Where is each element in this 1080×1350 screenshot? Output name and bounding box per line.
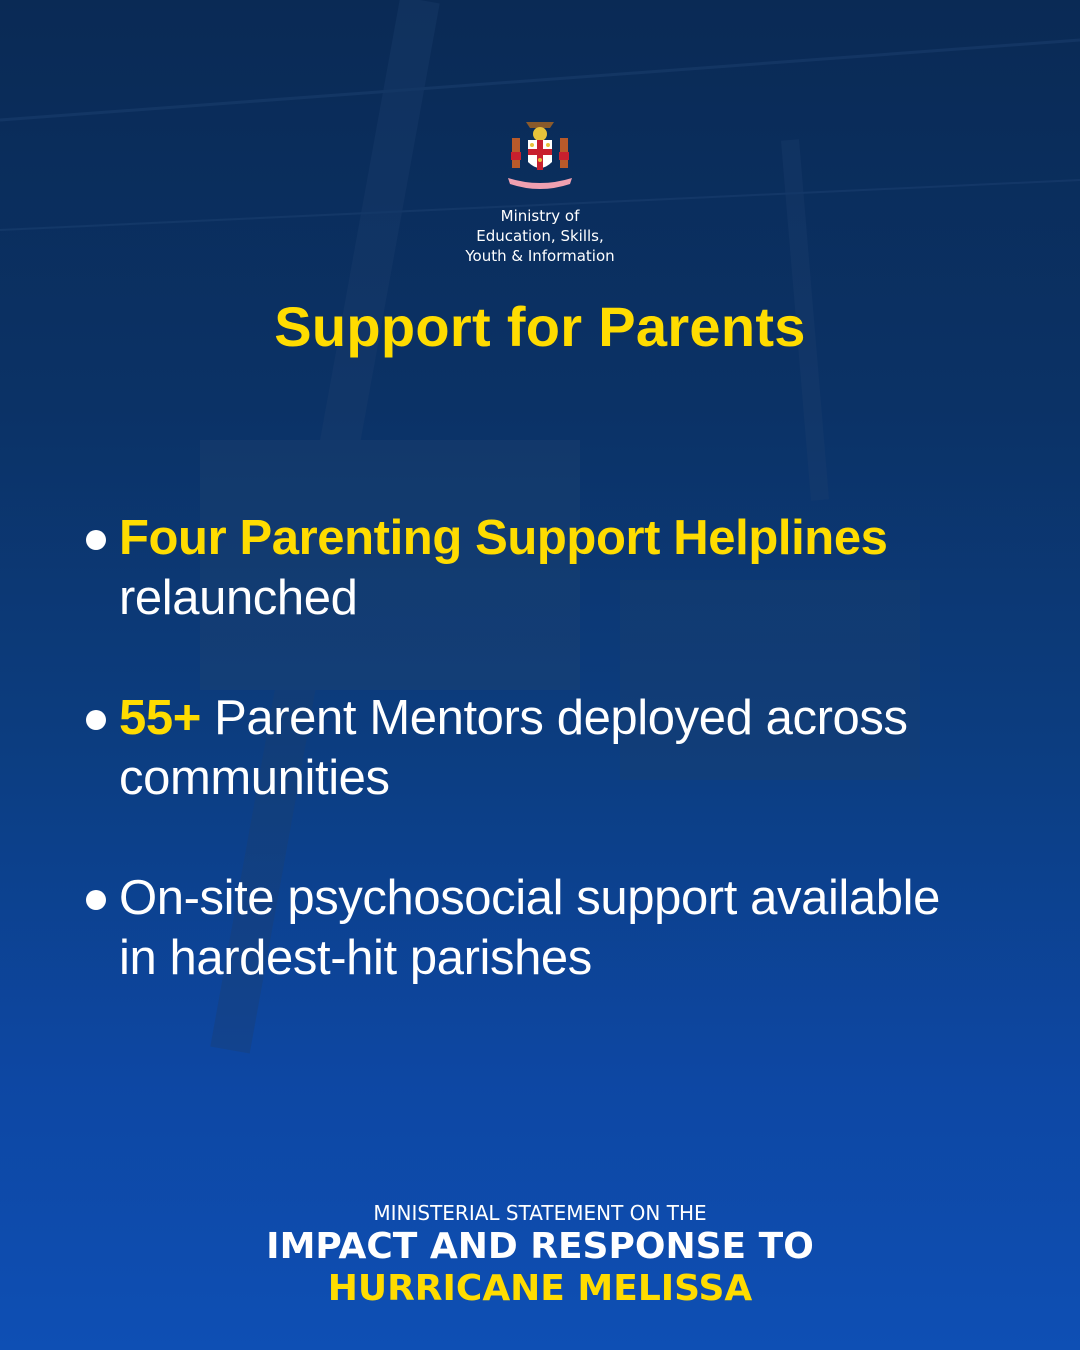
ministry-line-3: Youth & Information [465, 247, 615, 265]
bullet-dot-icon [86, 710, 106, 730]
bullet-item [86, 688, 986, 808]
bullet-dot-icon [86, 890, 106, 910]
footer-title-line-1: IMPACT AND RESPONSE TO [266, 1226, 814, 1267]
footer-title-line-2: HURRICANE MELISSA [327, 1268, 753, 1309]
footer-subtitle: MINISTERIAL STATEMENT ON THE [373, 1201, 707, 1225]
footer [0, 1200, 1080, 1310]
bullet-text: On-site psychosocial support available in hardest-hit parishes [119, 871, 940, 985]
bullet-item [86, 508, 986, 628]
coat-of-arms-icon [502, 116, 578, 194]
ministry-line-2: Education, Skills, [476, 227, 604, 245]
bullet-text: Parent Mentors deployed across communities [119, 691, 908, 805]
bullet-list [86, 508, 986, 1048]
ministry-name [0, 206, 1080, 266]
ministry-line-1: Ministry of [500, 207, 580, 225]
bullet-dot-icon [86, 530, 106, 550]
bullet-highlight: Four Parenting Support Helplines [119, 511, 888, 565]
page-title: Support for Parents [274, 295, 806, 358]
bullet-text: relaunched [119, 571, 358, 625]
bullet-highlight: 55+ [119, 691, 201, 745]
bullet-item [86, 868, 986, 988]
